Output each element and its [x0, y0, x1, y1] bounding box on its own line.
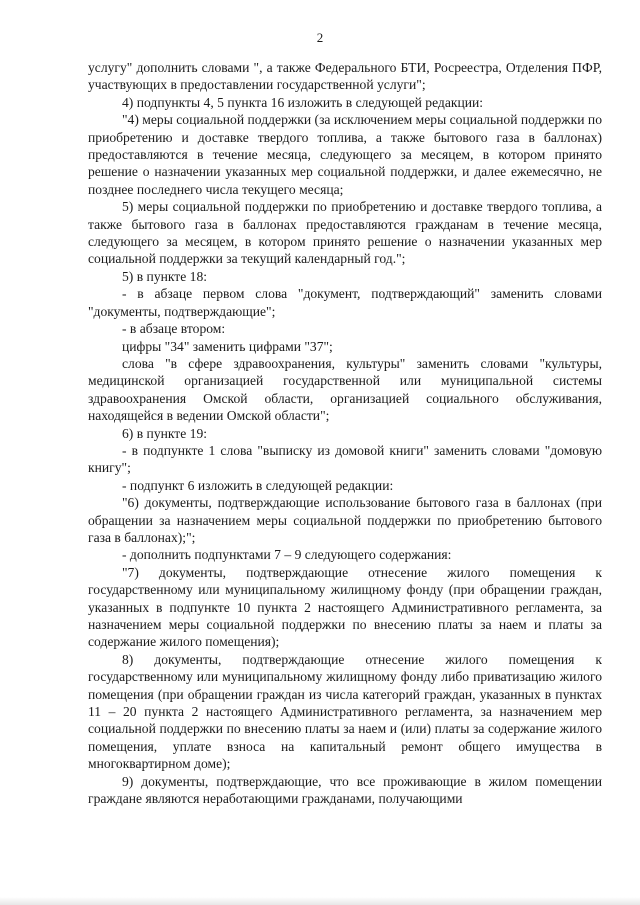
- paragraph: - в абзаце втором:: [122, 321, 226, 337]
- scan-edge-shadow: [0, 897, 640, 905]
- document-body: [88, 59, 602, 807]
- paragraph: 4) подпункты 4, 5 пункта 16 изложить в следующей редакции:: [122, 94, 484, 110]
- paragraph: 8) документы, подтверждающие отнесение жилого помещения к государственному или муниципальному жилищному фонду либо приватизацию жилого помещения (при обращении граждан из числа категорий граждан, указанных в пунктах 11 – 20 пункта 2 настоящего Административного регламента, за назначением мер социальной поддержки по внесению платы за наем и (или) платы за содержание жилого помещения, уплате взноса на капитальный ремонт общего имущества в многоквартирном доме);: [88, 651, 602, 772]
- paragraph: цифры "34" заменить цифрами "37";: [122, 338, 333, 354]
- paragraph: 6) в пункте 19:: [122, 425, 208, 441]
- page-number: 2: [316, 30, 324, 45]
- paragraph: "4) меры социальной поддержки (за исключением меры социальной поддержки по приобретению и доставке твердого топлива, а также бытового газа в баллонах) предоставляются в течение месяца, следующего за месяцем, в котором принято решение о назначении указанных мер социальной поддержки, и далее ежемесячно, не позднее последнего числа текущего месяца;: [88, 112, 602, 197]
- paragraph: - в абзаце первом слова "документ, подтверждающий" заменить словами "документы, подтверждающие";: [88, 286, 602, 319]
- paragraph: "7) документы, подтверждающие отнесение жилого помещения к государственному или муниципальному жилищному фонду (при обращении граждан, указанных в подпункте 10 пункта 2 настоящего Административного регламента, за назначением меры социальной поддержки по внесению платы за наем и платы за содержание жилого помещения);: [88, 564, 602, 650]
- paragraph: - дополнить подпунктами 7 – 9 следующего содержания:: [122, 547, 452, 563]
- paragraph: - подпункт 6 изложить в следующей редакции:: [122, 477, 394, 493]
- paragraph: - в подпункте 1 слова "выписку из домовой книги" заменить словами "домовую книгу";: [88, 442, 602, 476]
- paragraph: 9) документы, подтверждающие, что все проживающие в жилом помещении граждане являются неработающими гражданами, получающими: [88, 773, 602, 807]
- paragraph: 5) в пункте 18:: [122, 268, 208, 284]
- paragraph: слова "в сфере здравоохранения, культуры" заменить словами "культуры, медицинской организацией государственной или муниципальной системы здравоохранения Омской области, организацией социального обслуживания, находящейся в ведении Омской области";: [88, 355, 602, 424]
- paragraph: 5) меры социальной поддержки по приобретению и доставке твердого топлива, а также бытового газа в баллонах предоставляются гражданам в течение месяца, следующего за месяцем, в котором принято решение о назначении указанных мер социальной поддержки за текущий календарный год.";: [88, 199, 602, 267]
- paragraph: "6) документы, подтверждающие использование бытового газа в баллонах (при обращении за назначением меры социальной поддержки по приобретению бытового газа в баллонах);";: [88, 495, 602, 545]
- paragraph: услугу" дополнить словами ", а также Федерального БТИ, Росреестра, Отделения ПФР, участвующих в предоставлении государственной услуги";: [88, 60, 602, 93]
